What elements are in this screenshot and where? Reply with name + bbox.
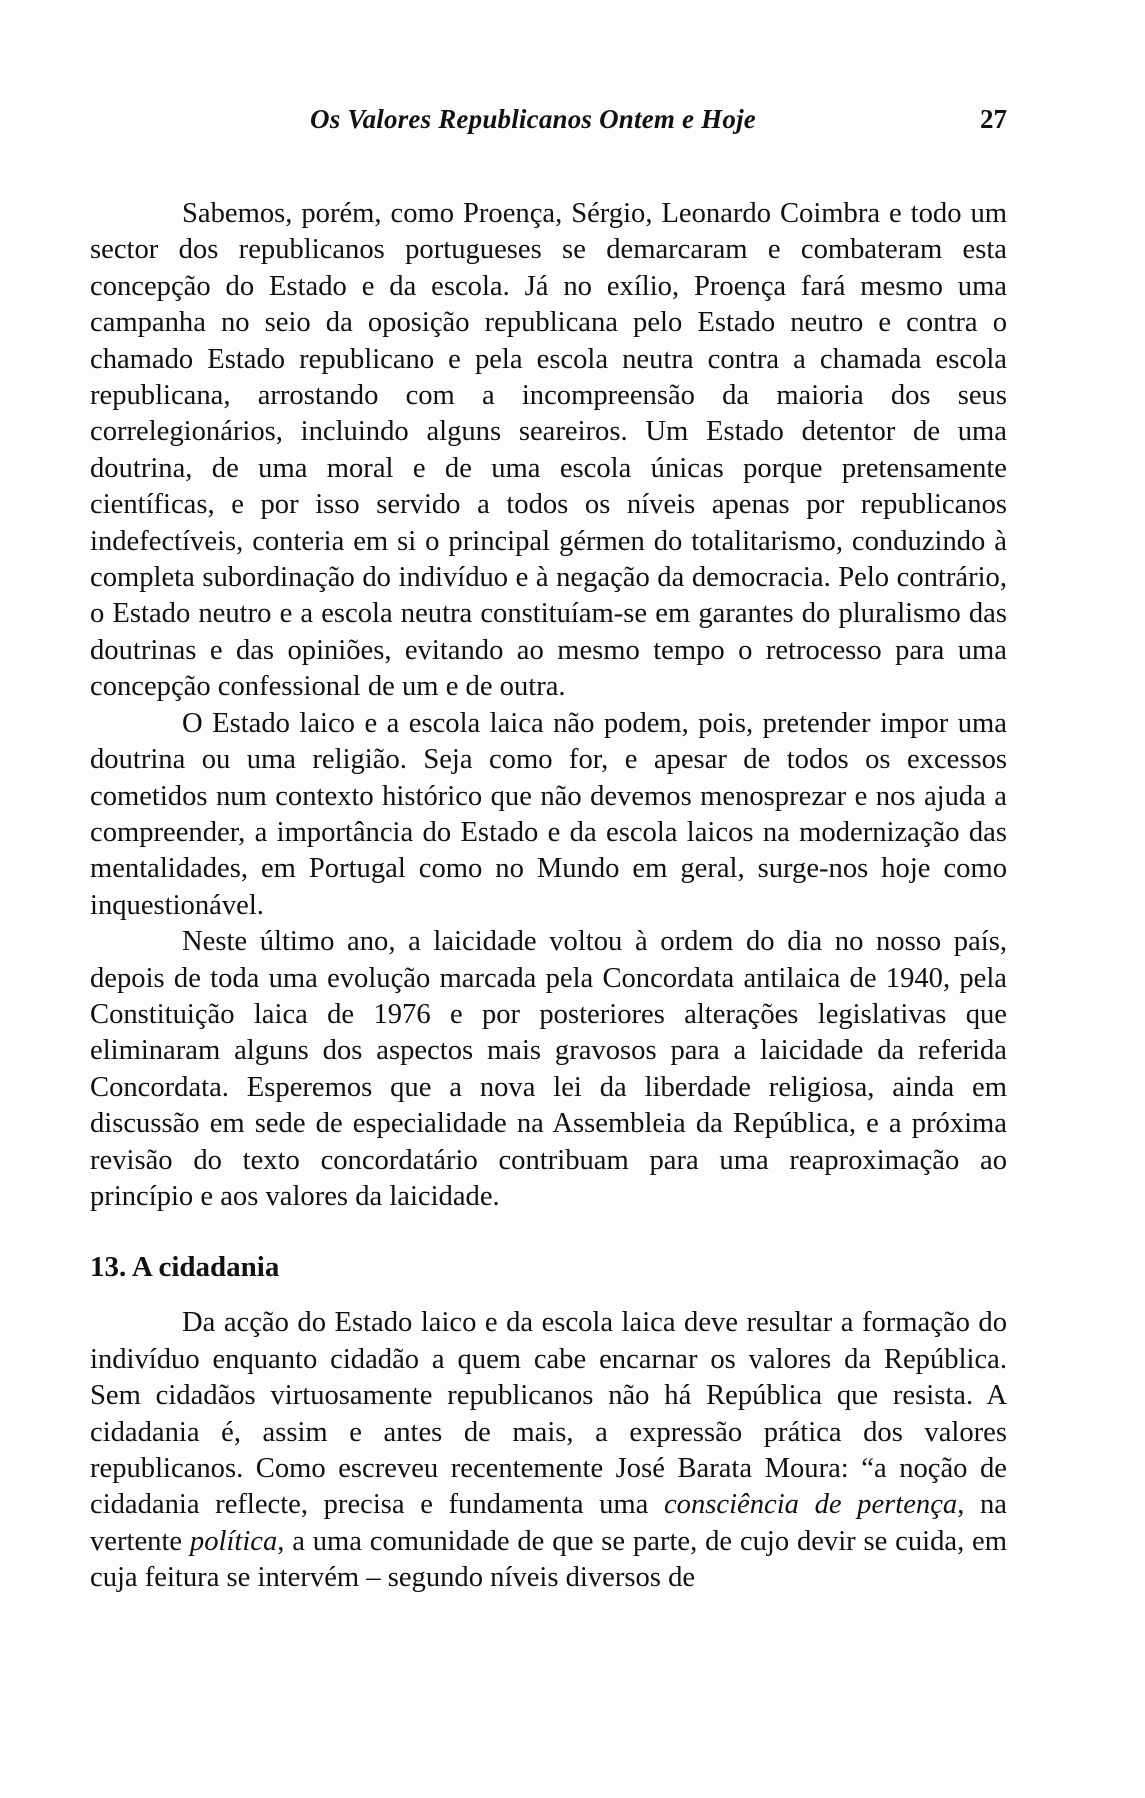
running-header — [90, 104, 1007, 144]
paragraph-4-emphasis-b: política — [189, 1525, 278, 1557]
paragraph-2: O Estado laico e a escola laica não podem, pois, pretender impor uma doutrina ou uma religião. Seja como for, e apesar de todos os excessos cometidos num contexto histórico que não devemos menosprezar e nos ajuda a compreender, a importância do Estado e da escola laicos na modernização das mentalidades, em Portugal como no Mundo em geral, surge-nos hoje como inquestionável. — [90, 707, 1007, 921]
section-heading: 13. A cidadania — [90, 1251, 280, 1284]
body-text — [90, 196, 1007, 1597]
paragraph-4-emphasis-a: consciência de pertença — [663, 1489, 958, 1521]
page-number: 27 — [980, 104, 1007, 134]
paragraph-4-text-a: Da acção do Estado laico e da escola laica deve resultar a formação do indivíduo enquanto cidadão a quem cabe encarnar os valores da República. Sem cidadãos virtuosamente republicanos não há República que resista. A cidadania é, assim e antes de mais, a expressão prática dos valores republicanos. Como escreveu recentemente José Barata Moura: “a noção de cidadania reflecte, precisa e fundamenta uma — [90, 1307, 1007, 1521]
paragraph-3: Neste último ano, a laicidade voltou à ordem do dia no nosso país, depois de toda uma evolução marcada pela Concordata antilaica de 1940, pela Constituição laica de 1976 e por posteriores alterações legislativas que eliminaram alguns dos aspectos mais gravosos para a laicidade da referida Concordata. Esperemos que a nova lei da liberdade religiosa, ainda em discussão em sede de especialidade na Assembleia da República, e a próxima revisão do texto concordatário contribuam para uma reaproximação ao princípio e aos valores da laicidade. — [90, 926, 1007, 1212]
running-title: Os Valores Republicanos Ontem e Hoje — [310, 104, 756, 134]
paragraph-4-text-b: , na vertente — [90, 1489, 1007, 1557]
paragraph-4 — [90, 1305, 1007, 1596]
paragraph-1: Sabemos, porém, como Proença, Sérgio, Leonardo Coimbra e todo um sector dos republicanos portugueses se demarcaram e combateram esta concepção do Estado e da escola. Já no exílio, Proença fará mesmo uma campanha no seio da oposição republicana pelo Estado neutro e contra o chamado Estado republicano e pela escola neutra contra a chamada escola republicana, arrostando com a incompreensão da maioria dos seus correlegionários, incluindo alguns seareiros. Um Estado detentor de uma doutrina, de uma moral e de uma escola únicas porque pretensamente científicas, e por isso servido a todos os níveis apenas por republicanos indefectíveis, conteria em si o principal gérmen do totalitarismo, conduzindo à completa subordinação do indivíduo e à negação da democracia. Pelo contrário, o Estado neutro e a escola neutra constituíam-se em garantes do pluralismo das doutrinas e das opiniões, evitando ao mesmo tempo o retrocesso para uma concepção confessional de um e de outra. — [90, 198, 1007, 703]
paragraph-4-text-c: , a uma comunidade de que se parte, de cujo devir se cuida, em cuja feitura se intervém – segundo níveis diversos de — [90, 1525, 1007, 1594]
